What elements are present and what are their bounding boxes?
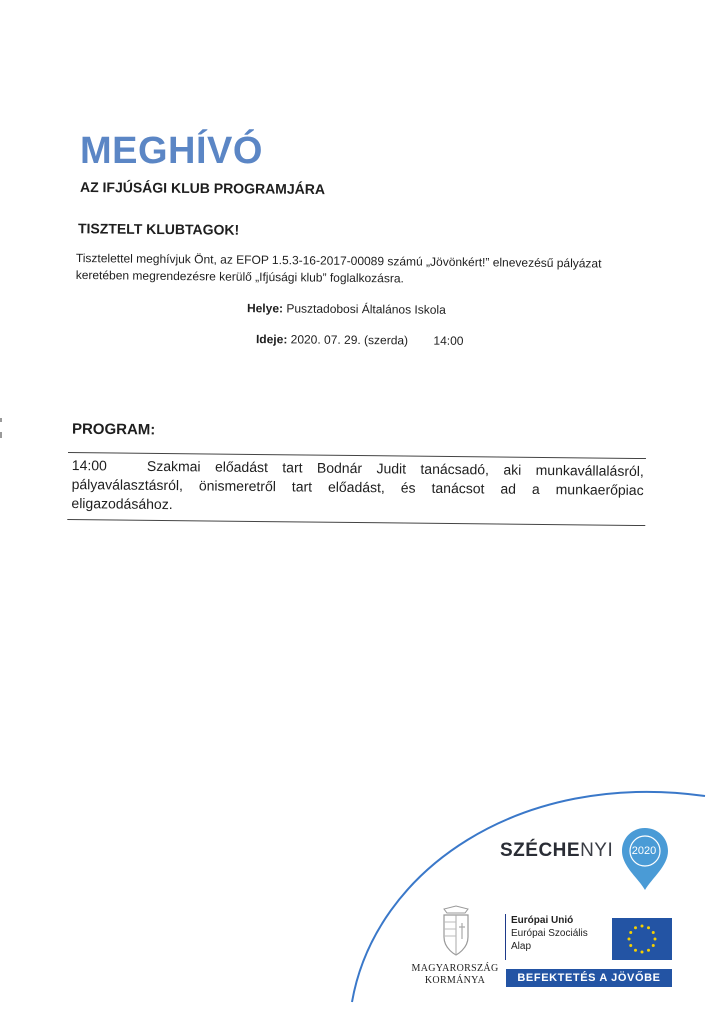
eu-star-icon: [628, 938, 631, 941]
szechenyi-year: 2020: [631, 845, 657, 857]
place-label: Helye:: [246, 301, 284, 316]
eu-title: Európai Unió: [511, 915, 574, 926]
eu-star-icon: [652, 931, 655, 934]
eu-star-icon: [634, 949, 637, 952]
date-time: 14:00: [433, 333, 464, 348]
eu-star-icon: [652, 944, 655, 947]
hungarian-crest-icon: [438, 905, 474, 959]
intro-paragraph: Tisztelettel meghívjuk Önt, az EFOP 1.5.3-16-2017-00089 számú „Jövönkért!” elnevezésű pályázat keretében megrendezésre kerülő „Ifjúsági klub” foglalkozásra.: [75, 250, 602, 286]
place-value: Pusztadobosi Általános Iskola: [286, 301, 446, 317]
eu-star-icon: [647, 949, 650, 952]
invitation-title: MEGHÍVÓ: [80, 130, 263, 172]
eu-star-icon: [634, 926, 637, 929]
szechenyi-light: NYI: [580, 840, 614, 861]
szechenyi-bold: SZÉCHE: [500, 840, 581, 861]
szechenyi-pin-icon: [620, 826, 670, 892]
date-label: Ideje:: [255, 332, 288, 347]
government-line1: MAGYARORSZÁG: [411, 963, 499, 974]
eu-star-icon: [629, 931, 632, 934]
eu-star-icon: [641, 951, 644, 954]
government-logo: [410, 963, 500, 987]
date-value: 2020. 07. 29. (szerda): [290, 332, 409, 348]
eu-star-icon: [629, 944, 632, 947]
eu-fund-line2: Alap: [511, 941, 532, 952]
szechenyi-logo: [500, 840, 613, 862]
eu-star-icon: [647, 926, 650, 929]
divider: [505, 914, 506, 960]
program-item-time: 14:00: [71, 457, 107, 474]
invitation-subtitle: AZ IFJÚSÁGI KLUB PROGRAMJÁRA: [79, 178, 326, 198]
eu-star-icon: [654, 938, 657, 941]
eu-star-icon: [641, 925, 644, 928]
program-item-text: Szakmai előadást tart Bodnár Judit tanácsadó, aki munkavállalásról, pályaválasztásról, önismeretről tart előadást, és tanácsot ad a munkaerőpiac eligazodásához.: [71, 457, 644, 513]
program-heading: PROGRAM:: [71, 420, 156, 439]
eu-fund-line1: Európai Szociális: [511, 928, 588, 939]
eu-label: [511, 914, 588, 953]
eu-flag-icon: [612, 918, 672, 960]
government-line2: KORMÁNYA: [424, 975, 486, 986]
greeting: TISZTELT KLUBTAGOK!: [77, 220, 240, 238]
invest-slogan: BEFEKTETÉS A JÖVŐBE: [506, 969, 672, 987]
